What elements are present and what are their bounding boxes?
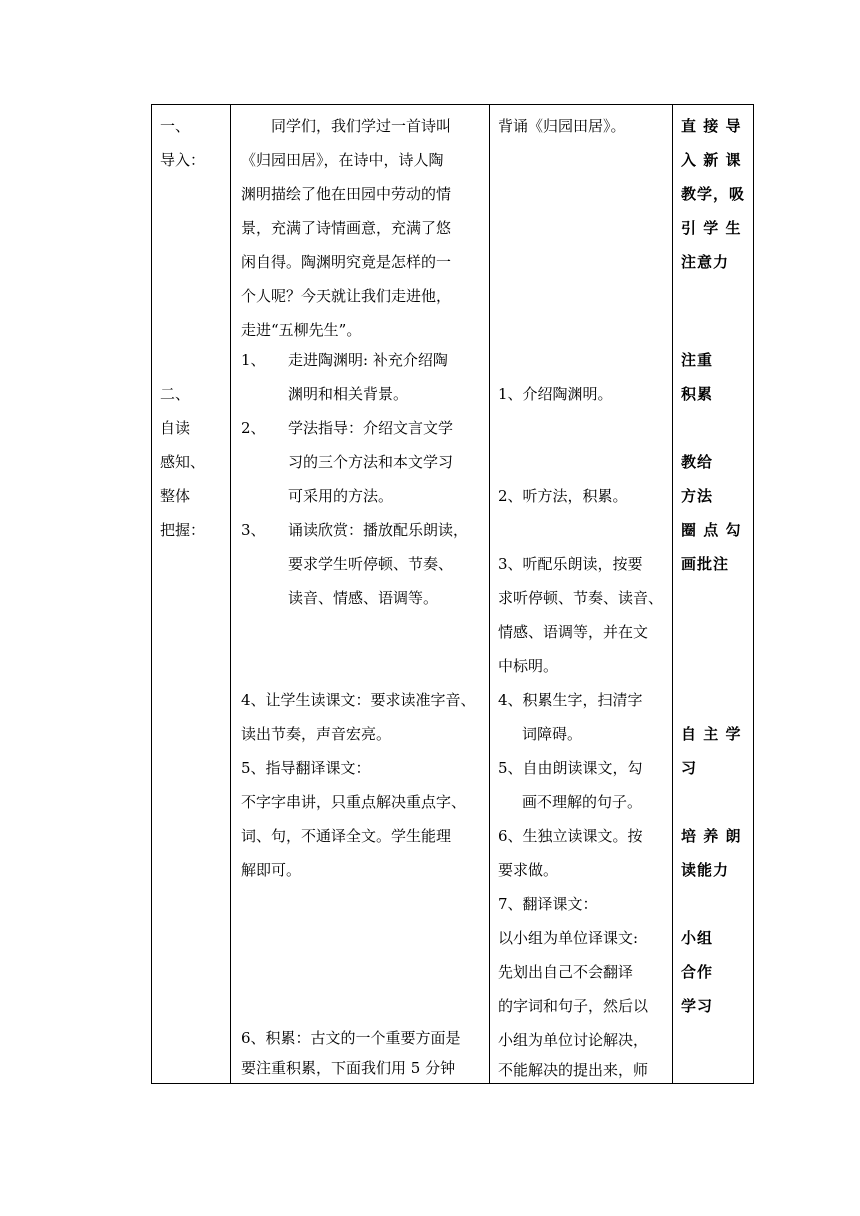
- student-step-7-line: 不能解决的提出来，师: [498, 1061, 649, 1079]
- student-step-3-line: 求听停顿、节奏、读音、: [498, 589, 664, 607]
- design-intent-column: [673, 105, 754, 1084]
- item-6-line: 要注重积累，下面我们用 5 分钟: [241, 1059, 456, 1077]
- intent-4-line: 习: [681, 759, 698, 777]
- item-3-line: 读音、情感、语调等。: [288, 589, 439, 607]
- intent-5-line: 培 养 朗: [681, 827, 742, 845]
- student-step-5-line: 5、自由朗读课文，勾: [498, 759, 643, 777]
- item-6-line: 6、积累：古文的一个重要方面是: [241, 1029, 461, 1047]
- intent-1-line: 教学，吸: [681, 185, 746, 203]
- intent-1-line: 入 新 课: [681, 151, 742, 169]
- intent-6-line: 小组: [681, 929, 714, 947]
- item-2-number: 2、: [241, 419, 266, 437]
- intent-6-line: 合作: [681, 963, 714, 981]
- intro-line: 闲自得。陶渊明究竟是怎样的一: [241, 253, 452, 271]
- stage-intro-title: 导入：: [160, 151, 206, 169]
- item-5-line: 5、指导翻译课文：: [241, 759, 371, 777]
- intro-line: 景，充满了诗情画意，充满了悠: [241, 219, 452, 237]
- intent-3-line: 画批注: [681, 555, 730, 573]
- item-1-line: 渊明和相关背景。: [288, 385, 409, 403]
- item-2-line: 学法指导：介绍文言文学: [288, 419, 454, 437]
- intent-4-line: 自 主 学: [681, 725, 742, 743]
- stage-intro-number: 一、: [160, 117, 191, 135]
- student-step-4-line: 4、积累生字，扫清字: [498, 691, 643, 709]
- item-1-line: 走进陶渊明: 补充介绍陶: [288, 351, 448, 369]
- student-step-6-line: 要求做。: [498, 861, 559, 879]
- intent-3-line: 圈 点 勾: [681, 521, 742, 539]
- item-5-line: 词、句，不通译全文。学生能理: [241, 827, 452, 845]
- student-intro: 背诵《归园田居》。: [498, 117, 626, 135]
- teacher-activity-column: [231, 105, 490, 1084]
- student-step-2: 2、听方法，积累。: [498, 487, 628, 505]
- intent-1-line: 直 接 导: [681, 117, 742, 135]
- student-activity-column: [490, 105, 673, 1084]
- student-step-3-line: 中标明。: [498, 657, 559, 675]
- item-4-line: 4、让学生读课文：要求读准字音、: [241, 691, 476, 709]
- intent-1-line: 引 学 生: [681, 219, 742, 237]
- intro-line: 《归园田居》，在诗中，诗人陶: [241, 151, 444, 169]
- intro-line: 个人呢？今天就让我们走进他，: [241, 287, 452, 305]
- table-row: [152, 105, 754, 1084]
- intent-5-line: 读能力: [681, 861, 730, 879]
- student-step-1: 1、介绍陶渊明。: [498, 385, 613, 403]
- intent-3-line: 方法: [681, 487, 714, 505]
- student-step-7-line: 小组为单位讨论解决，: [498, 1031, 649, 1049]
- intro-line: 走进“五柳先生”。: [241, 321, 362, 339]
- intent-6-line: 学习: [681, 997, 714, 1015]
- intent-1-line: 注意力: [681, 253, 730, 271]
- stage-two-number: 二、: [160, 385, 191, 403]
- item-3-line: 诵读欣赏：播放配乐朗读，: [288, 521, 469, 539]
- student-step-3-line: 3、听配乐朗读，按要: [498, 555, 643, 573]
- student-step-7-line: 7、翻译课文：: [498, 895, 598, 913]
- stage-two-title-2: 感知、: [160, 453, 206, 471]
- student-step-7-line: 先划出自己不会翻译: [498, 963, 634, 981]
- item-2-line: 可采用的方法。: [288, 487, 394, 505]
- student-step-7-line: 以小组为单位译课文:: [498, 929, 639, 947]
- item-3-line: 要求学生听停顿、节奏、: [288, 555, 454, 573]
- stage-two-title-1: 自读: [160, 419, 191, 437]
- student-step-6-line: 6、生独立读课文。按: [498, 827, 643, 845]
- item-5-line: 不字字串讲，只重点解决重点字、: [241, 793, 467, 811]
- lesson-plan-table: [151, 104, 754, 1084]
- item-5-line: 解即可。: [241, 861, 302, 879]
- item-4-line: 读出节奏，声音宏亮。: [241, 725, 392, 743]
- intent-2-line: 注重: [681, 351, 714, 369]
- intent-2-line: 积累: [681, 385, 714, 403]
- stage-two-title-3: 整体: [160, 487, 191, 505]
- item-2-line: 习的三个方法和本文学习: [288, 453, 454, 471]
- student-step-7-line: 的字词和句子，然后以: [498, 997, 649, 1015]
- item-1-number: 1、: [241, 351, 266, 369]
- student-step-4-line: 词障碍。: [522, 725, 583, 743]
- intro-line: 同学们，我们学过一首诗叫: [271, 117, 452, 135]
- intent-3-line: 教给: [681, 453, 714, 471]
- stage-column: [152, 105, 231, 1084]
- stage-two-title-4: 把握：: [160, 521, 206, 539]
- student-step-3-line: 情感、语调等，并在文: [498, 623, 649, 641]
- student-step-5-line: 画不理解的句子。: [522, 793, 643, 811]
- item-3-number: 3、: [241, 521, 266, 539]
- intro-line: 渊明描绘了他在田园中劳动的情: [241, 185, 452, 203]
